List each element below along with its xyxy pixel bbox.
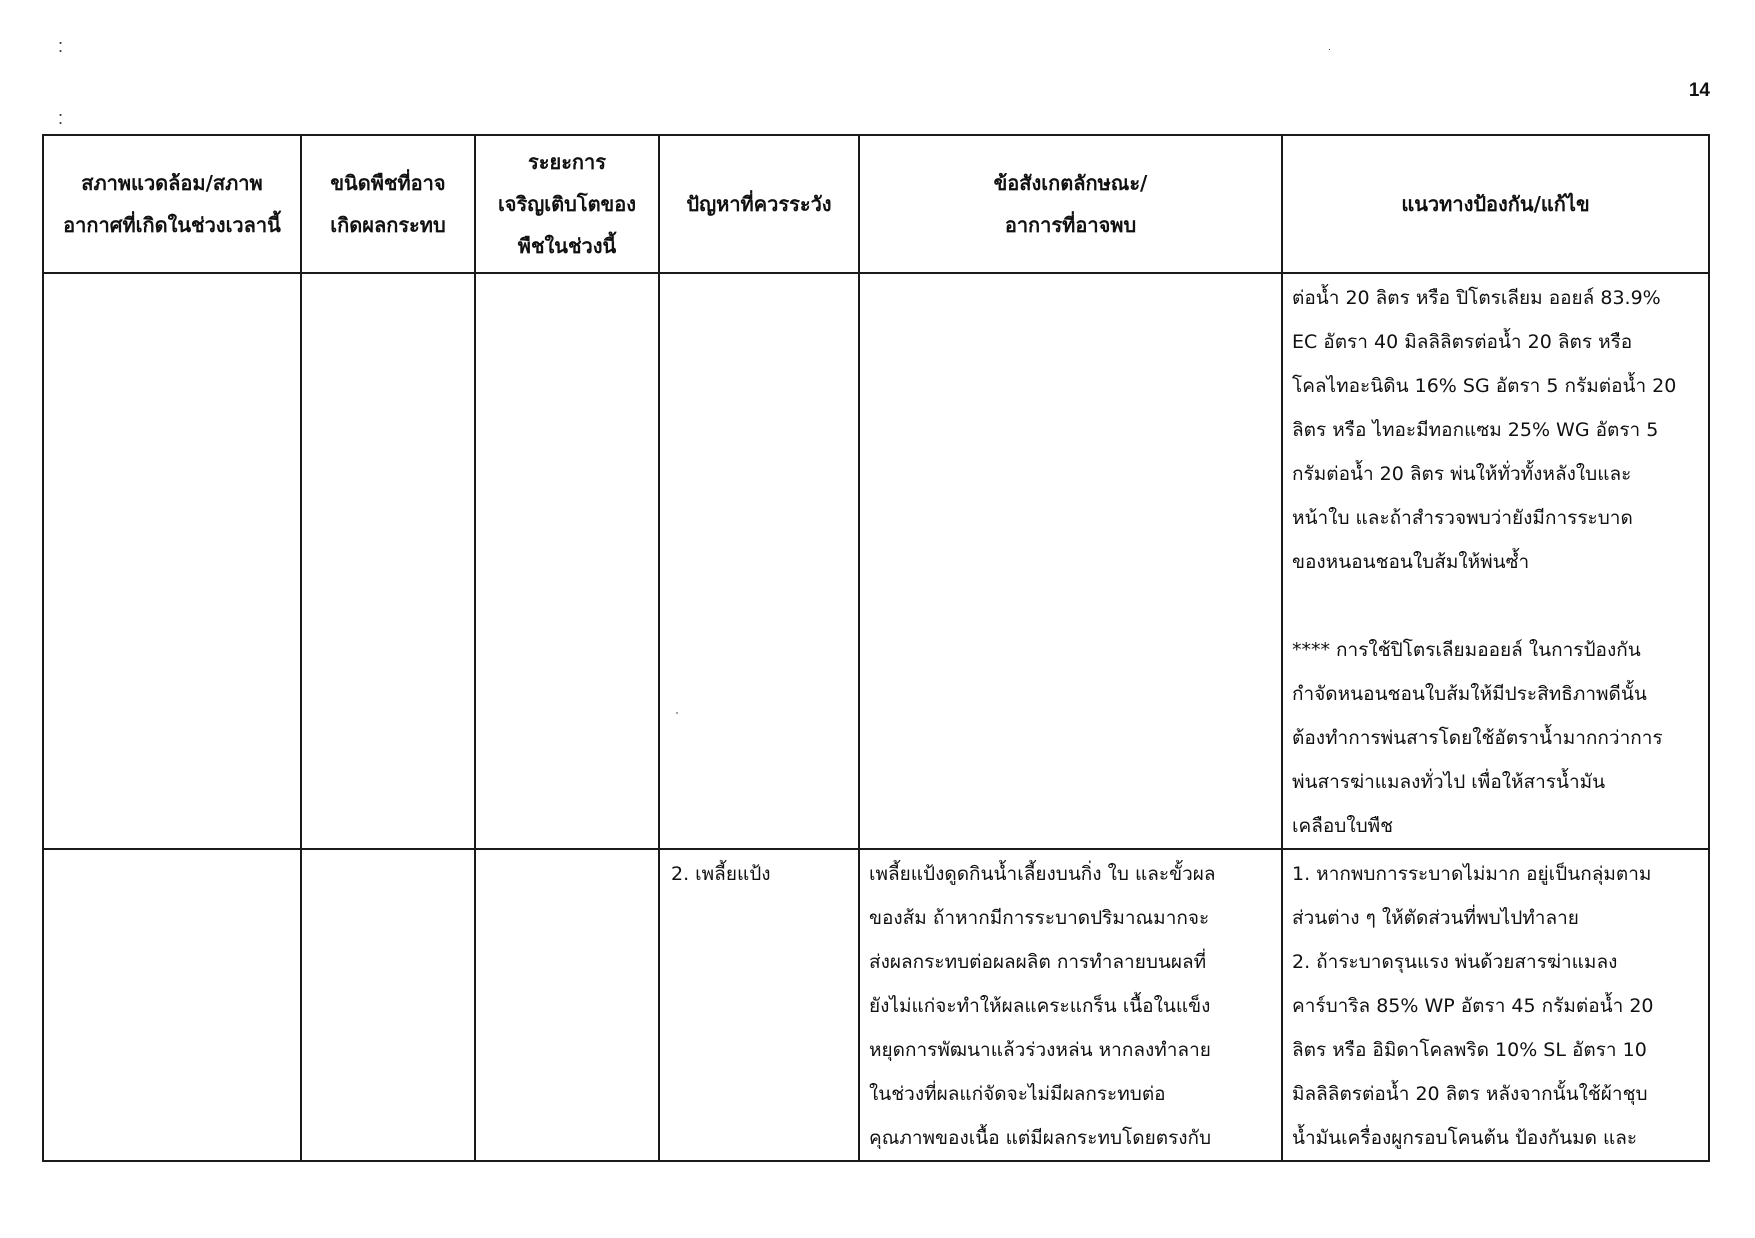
scan-mark: . [1328,42,1331,53]
text-line: คุณภาพของเนื้อ แต่มีผลกระทบโดยตรงกับ [869,1127,1212,1149]
text-line: กรัมต่อน้ำ 20 ลิตร พ่นให้ทั่วทั้งหลังใบและ [1292,463,1632,485]
text-line: คาร์บาริล 85% WP อัตรา 45 กรัมต่อน้ำ 20 [1292,995,1654,1017]
text-line: มิลลิลิตรต่อน้ำ 20 ลิตร หลังจากนั้นใช้ผ้าชุบ [1292,1083,1648,1105]
text-line: ยังไม่แก่จะทำให้ผลแคระแกร็น เนื้อในแข็ง [869,995,1211,1017]
cell-crop [301,273,475,849]
cell-crop [301,849,475,1161]
header-line: อากาศที่เกิดในช่วงเวลานี้ [63,213,281,237]
prevention-text [1283,850,1708,1160]
page-number: 14 [1688,80,1710,101]
text-line: หยุดการพัฒนาแล้วร่วงหล่น หากลงทำลาย [869,1039,1211,1061]
header-line: พืชในช่วงนี้ [517,234,617,258]
text-line: **** การใช้ปิโตรเลียมออยล์ ในการป้องกัน [1292,639,1641,661]
header-line: สภาพแวดล้อม/สภาพ [81,171,263,195]
table-header-row [43,135,1709,273]
cell-environment [43,273,301,849]
advisory-table [42,134,1710,1162]
text-line: EC อัตรา 40 มิลลิลิตรต่อน้ำ 20 ลิตร หรือ [1292,331,1633,353]
text-line: ลิตร หรือ อิมิดาโคลพริด 10% SL อัตรา 10 [1292,1039,1647,1061]
text-line: พ่นสารฆ่าแมลงทั่วไป เพื่อให้สารน้ำมัน [1292,771,1606,793]
text-line: ในช่วงที่ผลแก่จัดจะไม่มีผลกระทบต่อ [869,1083,1166,1105]
cell-prevention [1282,849,1709,1161]
header-prevention [1282,135,1709,273]
cell-growth-stage [475,849,659,1161]
header-observation [859,135,1282,273]
header-line: ขนิดพืชที่อาจ [330,171,446,195]
cell-observation [859,849,1282,1161]
text-line: ลิตร หรือ ไทอะมีทอกแซม 25% WG อัตรา 5 [1292,419,1659,441]
text-line: เคลือบใบพืช [1292,815,1394,837]
cell-problem [659,849,859,1161]
text-line: ต่อน้ำ 20 ลิตร หรือ ปิโตรเลียม ออยล์ 83.9% [1292,287,1661,309]
header-growth-stage [475,135,659,273]
cell-growth-stage [475,273,659,849]
header-line: อาการที่อาจพบ [1004,213,1137,237]
text-line: ของหนอนชอนใบส้มให้พ่นซ้ำ [1292,551,1530,573]
header-problem [659,135,859,273]
header-line: แนวทางป้องกัน/แก้ไข [1401,192,1590,216]
text-line: ของส้ม ถ้าหากมีการระบาดปริมาณมากจะ [869,907,1210,929]
header-line: ปัญหาที่ควรระวัง [686,192,832,216]
header-line: ข้อสังเกตลักษณะ/ [993,171,1148,195]
text-line: ส่วนต่าง ๆ ให้ตัดส่วนที่พบไปทำลาย [1292,907,1579,929]
text-line: น้ำมันเครื่องผูกรอบโคนต้น ป้องกันมด และ [1292,1127,1638,1149]
table-row [43,849,1709,1161]
header-line: เกิดผลกระทบ [330,213,446,237]
text-line: โคลไทอะนิดิน 16% SG อัตรา 5 กรัมต่อน้ำ 20 [1292,375,1677,397]
header-crop [301,135,475,273]
text-line: เพลี้ยแป้งดูดกินน้ำเลี้ยงบนกิ่ง ใบ และขั้วผล [869,863,1216,885]
header-environment [43,135,301,273]
table-row [43,273,1709,849]
text-line: ส่งผลกระทบต่อผลผลิต การทำลายบนผลที่ [869,951,1207,973]
scan-mark: : [58,108,64,128]
text-line: ต้องทำการพ่นสารโดยใช้อัตราน้ำมากกว่าการ [1292,727,1663,749]
cell-problem [659,273,859,849]
blank-line [1292,584,1704,628]
header-line: ระยะการ [527,150,607,174]
text-line: 2. เพลี้ยแป้ง [671,863,771,885]
text-line: กำจัดหนอนชอนใบส้มให้มีประสิทธิภาพดีนั้น [1292,683,1647,705]
text-line: 2. ถ้าระบาดรุนแรง พ่นด้วยสารฆ่าแมลง [1292,951,1618,973]
header-line: เจริญเติบโตของ [497,192,637,216]
prevention-text [1283,274,1708,848]
problem-text [660,850,858,896]
text-line: 1. หากพบการระบาดไม่มาก อยู่เป็นกลุ่มตาม [1292,863,1652,885]
scan-mark: : [58,36,64,56]
observation-text [860,850,1281,1160]
cell-environment [43,849,301,1161]
cell-observation [859,273,1282,849]
cell-prevention [1282,273,1709,849]
text-line: หน้าใบ และถ้าสำรวจพบว่ายังมีการระบาด [1292,507,1633,529]
